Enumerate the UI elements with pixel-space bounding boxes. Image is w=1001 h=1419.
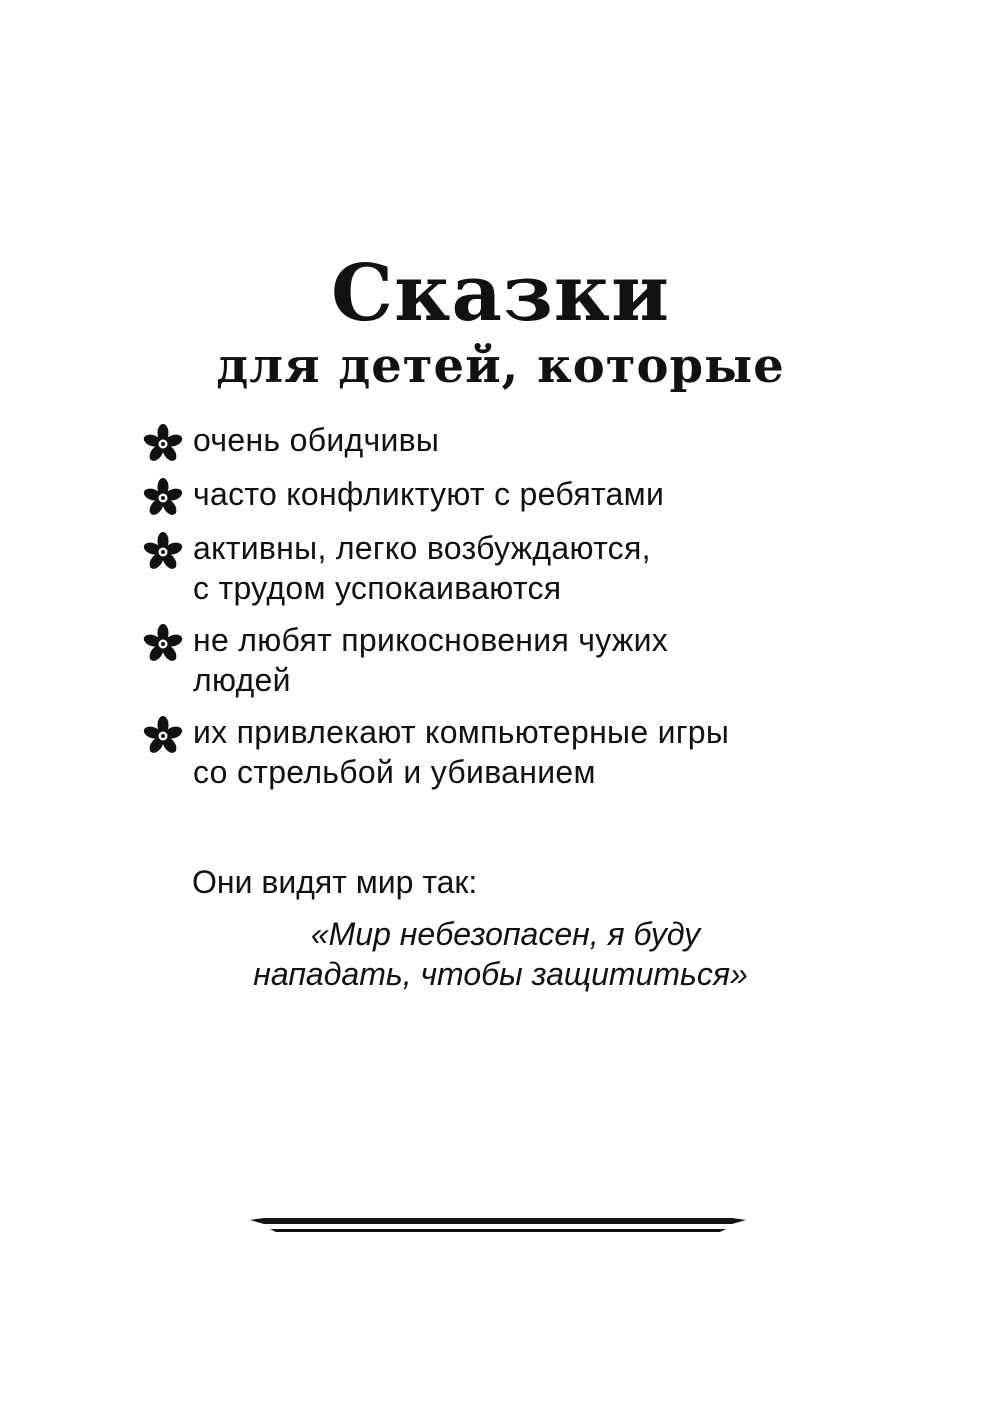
flower-bullet-icon: [143, 716, 183, 756]
list-item-line: их привлекают компьютерные игры: [193, 714, 730, 750]
list-item-line: людей: [193, 662, 291, 698]
decorative-rule: [250, 1214, 746, 1238]
list-item: [143, 712, 843, 792]
list-item-line: с трудом успокаиваются: [193, 570, 562, 606]
worldview-quote: [0, 914, 1001, 994]
list-item: [143, 420, 843, 460]
flower-bullet-icon: [143, 424, 183, 464]
list-item-line: часто конфликтуют с ребятами: [193, 476, 665, 512]
flower-bullet-icon: [143, 532, 183, 572]
trait-list: [143, 420, 843, 792]
list-item: [143, 620, 843, 700]
quote-line: «Мир небезопасен, я буду: [310, 916, 701, 952]
worldview-lead: Они видят мир так:: [192, 864, 478, 900]
page-subtitle: для детей, которые: [216, 338, 785, 394]
flower-bullet-icon: [143, 478, 183, 518]
page-title: Сказки: [331, 248, 670, 339]
flower-bullet-icon: [143, 624, 183, 664]
list-item-line: очень обидчивы: [193, 422, 440, 458]
list-item-line: не любят прикосновения чужих: [193, 622, 669, 658]
list-item-line: со стрельбой и убиванием: [193, 754, 596, 790]
list-item-line: активны, легко возбуждаются,: [193, 530, 651, 566]
list-item: [143, 528, 843, 608]
list-item: [143, 474, 843, 514]
quote-line: нападать, чтобы защититься»: [253, 956, 748, 992]
